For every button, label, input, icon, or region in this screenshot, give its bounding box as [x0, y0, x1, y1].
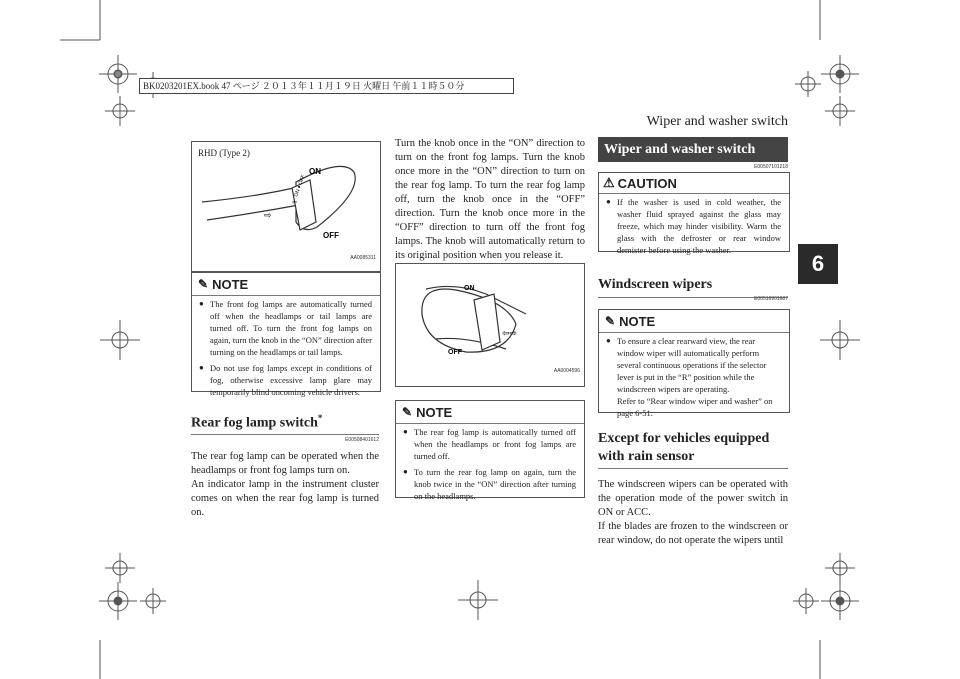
fog-switch-illustration	[192, 142, 380, 271]
svg-text:⇦: ⇦	[292, 200, 298, 206]
caution-title: CAUTION	[617, 175, 677, 191]
note-item: ● The front fog lamps are automatically turned off when the headlamps or tail lamps are turned off. To turn the front fog lamps on again, turn the knob in the “ON” direction after turning on the headlamps or tail lamps.	[192, 296, 380, 360]
banner-code: E00507101218	[754, 164, 788, 170]
body-text: The windscreen wipers can be operated with the operation mode of the power switch in ON or ACC. If the blades are frozen to the windscreen or rear window, do not operate the wipers until	[598, 479, 788, 546]
section-code: E00516901687	[754, 296, 788, 302]
print-stamp: BK0203201EX.book 47 ページ ２０１３年１１月１９日 火曜日 午前１１時５０分	[139, 78, 514, 94]
section-title-rear-fog: Rear fog lamp switch*	[191, 413, 323, 431]
pencil-icon: ✎	[402, 405, 413, 419]
chapter-tab: 6	[798, 244, 838, 284]
body-text: Turn the knob once in the “ON” direction to turn on the front fog lamps. Turn the knob once more in the “ON” direction to turn on the rear fog lamp. To turn the rear fog lamp off, turn the knob once in the “OFF” direction. Turn the knob once more in the “OFF” direction to turn off the front fog lamps. The knob will automatically return to its original position when you release it.	[395, 138, 585, 261]
label-on: ON	[464, 285, 475, 292]
section-rule	[191, 434, 379, 435]
note-header	[599, 310, 789, 333]
note-item: ● To ensure a clear rearward view, the rear window wiper will automatically perform several continuous operations if the selector lever is put in the “R” position while the windscreen wipers are operating. Refer to “Rear window wiper and washer” on page 6-51.	[599, 333, 789, 421]
caution-box	[598, 172, 790, 255]
svg-text:ON ♦ OFF: ON ♦ OFF	[293, 174, 307, 198]
section-code: E00508401612	[345, 437, 379, 443]
section-banner: Wiper and washer switch	[598, 137, 788, 162]
figure-code: AA0004596	[553, 368, 580, 374]
running-header-title: Wiper and washer switch	[646, 114, 788, 129]
note-item: ● To turn the rear fog lamp on again, turn the knob twice in the “ON” direction after turning on the headlamps.	[396, 464, 584, 504]
pencil-icon: ✎	[605, 314, 616, 328]
warning-triangle-icon: ⚠	[603, 175, 615, 190]
note-header	[396, 401, 584, 424]
figure-rhd-type2	[191, 141, 381, 272]
section-rule	[598, 468, 788, 469]
pencil-icon: ✎	[198, 277, 209, 291]
label-on: ON	[309, 167, 321, 176]
note-title: NOTE	[416, 404, 453, 420]
caution-header	[599, 173, 789, 194]
figure-label: RHD (Type 2)	[198, 148, 250, 158]
svg-text:⇨: ⇨	[264, 210, 272, 220]
label-off: OFF	[323, 231, 339, 240]
label-off: OFF	[448, 349, 462, 356]
note-item: ● The rear fog lamp is automatically turned off when the headlamps or front fog lamps are turned off.	[396, 424, 584, 464]
figure-code: AA0085311	[350, 255, 376, 261]
note-box-fog	[191, 272, 381, 397]
svg-text:⇦⇨: ⇦⇨	[502, 328, 518, 338]
section-title-windscreen-wipers: Windscreen wipers	[598, 277, 713, 292]
note-title: NOTE	[212, 276, 249, 292]
caution-item: ● If the washer is used in cold weather, the washer fluid sprayed against the glass may freeze, which may hinder visibility. Warm the glass with the defroster or rear window demister before using the washer.	[599, 194, 789, 258]
note-title: NOTE	[619, 313, 656, 329]
body-text: The rear fog lamp can be operated when the headlamps or front fog lamps turn on. An indicator lamp in the instrument cluster comes on when the rear fog lamp is turned on.	[191, 451, 379, 518]
section-title-except-rain-sensor: Except for vehicles equipped with rain sensor	[598, 431, 770, 464]
note-box-wipers	[598, 309, 790, 418]
note-item: ● Do not use fog lamps except in conditions of fog, otherwise excessive lamp glare may temporarily blind oncoming vehicle drivers.	[192, 360, 380, 400]
note-header	[192, 273, 380, 296]
figure-fog-knob	[395, 263, 585, 387]
note-box-rear-fog	[395, 400, 585, 501]
